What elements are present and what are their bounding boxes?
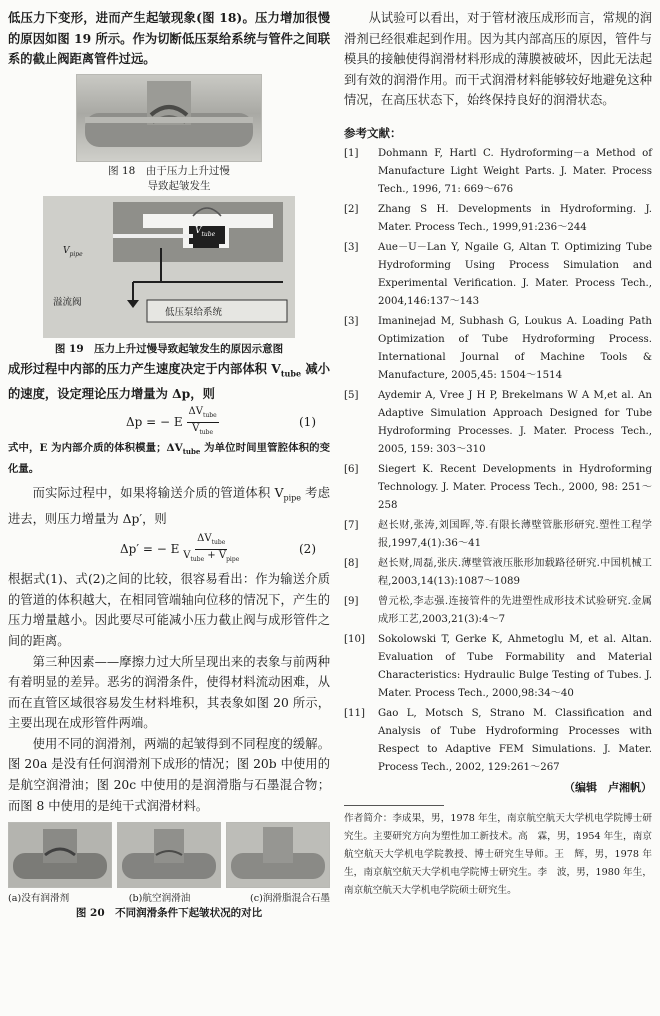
reference-text: 赵长财,张涛,刘国晖,等.有限长薄壁管胀形研究.塑性工程学报,1997,4(1):36～41 — [378, 519, 652, 549]
paragraph-lubricants: 使用不同的润滑剂，两端的起皱得到不同程度的缓解。图 20a 是没有任何润滑剂下成形的情况；图 20b 中使用的是航空润滑油；图 20c 中使用的是润滑脂与石墨混合物；而图 8 中使用的是纯干式润滑材料。 — [8, 736, 330, 813]
author-bio: 作者简介：李成果，男，1978 年生，南京航空航天大学机电学院博士研究生。主要研究方向为塑性加工新技术。高 霖，男，1954 年生，南京航空航天大学机电学院教授、博士研究生导师。王 辉，男，1978 年生，南京航空航天大学机电学院博士研究生。李 波，男，1980 年生，南京航空航天大学机电学院硕士研究生。 — [344, 812, 652, 896]
paragraph-intro: 低压力下变形，进而产生起皱现象(图 18)。压力增加很慢的原因如图 19 所示。作为切断低压泵给系统与管件之间联系的截止阀距离管件过远。 — [8, 10, 330, 67]
figure-20b-caption: (b)航空润滑油 — [128, 893, 191, 905]
references-heading: 参考文献： — [344, 125, 402, 140]
reference-number: [6] — [344, 463, 359, 475]
figure-20b-photo — [117, 822, 221, 888]
figure-20c-caption: (c)润滑脂混合石墨 — [249, 893, 330, 905]
equation-1-number: (1) — [299, 415, 316, 430]
label-vpipe-sub: pipe — [69, 250, 83, 258]
footnote-divider — [344, 805, 444, 806]
label-low-pressure-pump: 低压泵给系统 — [165, 306, 223, 318]
paragraph-friction: 第三种因素——摩擦力过大所呈现出来的表象与前两种有着明显的差异。恶劣的润滑条件，使得材料流动困难，从而在直管区域很容易发生材料堆积，其表象如图 20 所示，主要出现在成形管件两端。 — [8, 654, 330, 731]
reference-text: Dohmann F, Hartl C. Hydroforming－a Method of Manufacture Light Weight Parts. J. Mater. Process Tech., 1996, 71: 669～676 — [378, 147, 652, 195]
reference-item — [344, 145, 652, 199]
figure-20a-caption: (a)没有润滑剂 — [8, 893, 70, 905]
reference-text: 赵长财,周磊,张庆.薄壁管液压胀形加载路径研究.中国机械工程,2003,14(13):1087～1089 — [378, 557, 652, 587]
reference-number: [8] — [344, 557, 359, 569]
reference-number: [9] — [344, 595, 359, 607]
figure-20-caption: 图 20 不同润滑条件下起皱状况的对比 — [75, 907, 263, 920]
reference-text: Gao L, Motsch S, Strano M. Classification and Analysis of Tube Hydroforming Processes with Respect to Adaptive FEM Simulations. J. Mater. Process Tech., 2002, 129:261～267 — [378, 707, 652, 773]
reference-text: Aydemir A, Vree J H P, Brekelmans W A M,et al. An Adaptive Simulation Approach Designed for Tube Hydroforming Processes. J. Mater. Process Tech., 2005, 159: 303～310 — [378, 389, 652, 455]
figure-20c-photo — [226, 822, 330, 888]
figure-19-caption: 图 19 压力上升过慢导致起皱发生的原因示意图 — [54, 342, 284, 355]
paragraph-pressure-rate: 成形过程中内部的压力产生速度决定于内部体积 $V_{tube}$ 减小的速度，设定理论压力增量为 Δp，则 — [8, 360, 331, 401]
reference-item — [344, 631, 652, 703]
wrinkled-tube-image — [77, 75, 261, 161]
reference-number: [11] — [344, 707, 365, 719]
equation-1-note: 式中，E 为内部介质的体积模量；$\Delta V_{tube}$ 为单位时间里管腔体积的变化量。 — [8, 442, 330, 475]
reference-text: Zhang S H. Developments in Hydroforming. J. Mater. Process Tech., 1999,91:236～244 — [378, 203, 652, 233]
figure-18-caption-line1: 图 18 由于压力上升过慢 — [108, 164, 230, 177]
equation-2: Δp′ = − E $\frac{\Delta V_{tube}}{V_{tube} + V_{pipe}}$ (2) — [120, 532, 316, 563]
figure-18-caption-line2: 导致起皱发生 — [147, 179, 211, 192]
reference-item — [344, 705, 652, 777]
reference-item — [344, 201, 652, 237]
reference-item — [344, 517, 652, 553]
equation-2-number: (2) — [299, 542, 316, 557]
paragraph-pipe-volume: 而实际过程中，如果将输送介质的管道体积 $V_{pipe}$ 考虑进去，则压力增量为 Δp′，则 — [8, 485, 330, 526]
reference-text: Imaninejad M, Subhash G, Loukus A. Loading Path Optimization of Tube Hydroforming Process. International Journal of Machine Tools & Manufacture, 2005,45: 1504～1514 — [378, 315, 652, 381]
reference-number: [1] — [344, 147, 359, 159]
reference-item — [344, 461, 652, 515]
reference-number: [3] — [344, 315, 359, 327]
reference-text: Aue－U－Lan Y, Ngaile G, Altan T. Optimizing Tube Hydroforming Using Process Simulation and Experimental Verification. J. Mater. Process Tech., 2004,146:137～143 — [378, 241, 652, 307]
label-vtube: V — [195, 225, 202, 236]
paragraph-conclusion: 从试验可以看出，对于管材液压成形而言，常规的润滑剂已经很难起到作用。因为其内部高压的原因，管件与模具的接触使得润滑材料形成的薄膜被破坏，因此无法起到有效的润滑作用。而干式润滑材料能够较好地避免这种情况，在高压状态下，始终保持良好的润滑状态。 — [344, 11, 652, 108]
paragraph-comparison: 根据式(1)、式(2)之间的比较，很容易看出：作为输送介质的管道的体积越大，在相同管端轴向位移的情况下，产生的压力增量越小。因此要尽可能减小压力截止阀与成形管件之间的距离。 — [8, 572, 330, 648]
reference-item — [344, 313, 652, 385]
reference-number: [10] — [344, 633, 365, 645]
label-vtube-sub: tube — [201, 230, 216, 238]
label-relief-valve: 溢流阀 — [53, 296, 82, 308]
figure-18-photo — [76, 74, 262, 162]
reference-text: 曾元松,李志强.连接管件的先进塑性成形技术试验研究.金属成形工艺,2003,21(3):4～7 — [378, 595, 652, 625]
reference-number: [2] — [344, 203, 359, 215]
equation-1: Δp = − E $\frac{\Delta V_{tube}}{V_{tube}}$ (1) — [126, 405, 316, 436]
figure-20-subcaptions — [8, 890, 330, 904]
figure-20a-photo — [8, 822, 112, 888]
reference-number: [5] — [344, 389, 359, 401]
reference-number: [3] — [344, 241, 359, 253]
left-column — [8, 8, 330, 923]
right-column — [344, 8, 652, 900]
reference-text: Siegert K. Recent Developments in Hydroforming Technology. J. Mater. Process Tech., 2000, 98: 251～258 — [378, 463, 652, 511]
reference-item — [344, 387, 652, 459]
reference-item — [344, 555, 652, 591]
editor-credit: （编辑 卢湘帆） — [564, 780, 652, 794]
label-vpipe: V — [63, 245, 70, 256]
reference-number: [7] — [344, 519, 359, 531]
reference-item — [344, 593, 652, 629]
reference-item — [344, 239, 652, 311]
figure-20-photos — [8, 822, 330, 888]
figure-19-diagram — [43, 196, 295, 338]
references-list — [344, 145, 652, 777]
reference-text: Sokolowski T, Gerke K, Ahmetoglu M, et al. Altan. Evaluation of Tube Formability and Material Characteristics: Hydraulic Bulge Testing of Tubes. J. Mater. Process Tech., 2000,98:34～40 — [378, 633, 652, 699]
